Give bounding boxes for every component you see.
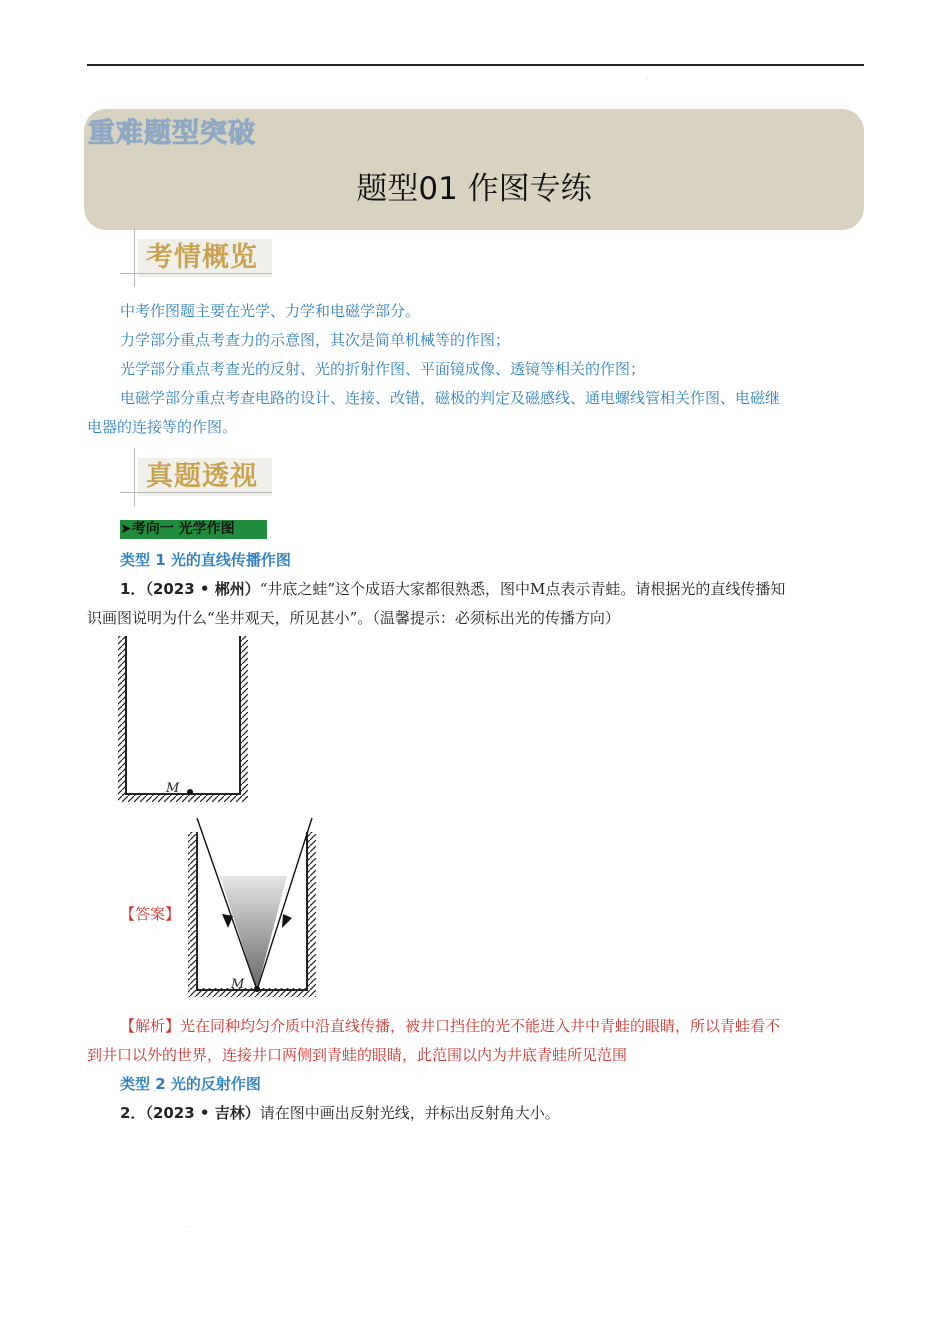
q1-number: 1．: [120, 580, 146, 598]
q2-text: 请在图中画出反射光线，并标出反射角大小。: [259, 1104, 560, 1122]
question-2-line-1: [120, 1102, 560, 1123]
question-1-line-2: 识画图说明为什么“坐井观天，所见甚小”。（温馨提示：必须标出光的传播方向）: [87, 609, 620, 627]
overview-line-4: 电磁学部分重点考查电路的设计、连接、改错，磁极的判定及磁感线、通电螺线管相关作图、电磁继: [120, 389, 781, 407]
analysis-line-1: [120, 1015, 780, 1036]
top-rule: [87, 64, 864, 66]
page-title: 题型01 作图专练: [356, 171, 592, 207]
overview-line-1: 中考作图题主要在光学、力学和电磁学部分。: [120, 302, 421, 320]
analysis-line-2: 到井口以外的世界，连接井口两侧到青蛙的眼睛，此范围以内为井底青蛙所见范围: [87, 1046, 628, 1064]
overview-line-2: 力学部分重点考查力的示意图，其次是简单机械等的作图；: [120, 331, 511, 349]
section-heading-exams: [120, 448, 272, 506]
footer-mark: .: [186, 1222, 188, 1229]
well-figure: [116, 634, 256, 806]
topic-tag-label: 考向一 光学作图: [131, 521, 235, 537]
overview-line-5: 电器的连接等的作图。: [87, 418, 238, 436]
q2-source: （2023 • 吉林）: [145, 1104, 260, 1122]
question-1-line-1: [120, 578, 785, 599]
q1-source: （2023 • 郴州）: [145, 580, 260, 598]
analysis-text-1: 光在同种均匀介质中沿直线传播，被井口挡住的光不能进入井中青蛙的眼睛，所以青蛙看不: [180, 1017, 781, 1035]
section-title-overview: 考情概览: [146, 242, 258, 273]
point-m-label: M: [166, 781, 180, 796]
answer-figure: [184, 816, 324, 1004]
answer-label: 【答案】: [120, 905, 181, 923]
q2-number: 2．: [120, 1104, 146, 1122]
type-2-label: 类型 2 光的反射作图: [120, 1075, 261, 1093]
overview-line-3: 光学部分重点考查光的反射、光的折射作图、平面镜成像、透镜等相关的作图；: [120, 360, 646, 378]
section-title-exams: 真题透视: [146, 461, 258, 492]
answer-point-m-label: M: [231, 977, 245, 992]
q1-text-1: “井底之蛙”这个成语大家都很熟悉，图中M点表示青蛙。请根据光的直线传播知: [259, 580, 786, 598]
section-heading-overview: [120, 229, 272, 287]
analysis-label: 【解析】: [120, 1017, 181, 1035]
banner-subtitle: 重难题型突破: [88, 118, 256, 149]
type-1-label: 类型 1 光的直线传播作图: [120, 551, 291, 569]
corner-mark: .: [646, 74, 648, 81]
topic-tag: ➤考向一 光学作图: [120, 520, 267, 539]
